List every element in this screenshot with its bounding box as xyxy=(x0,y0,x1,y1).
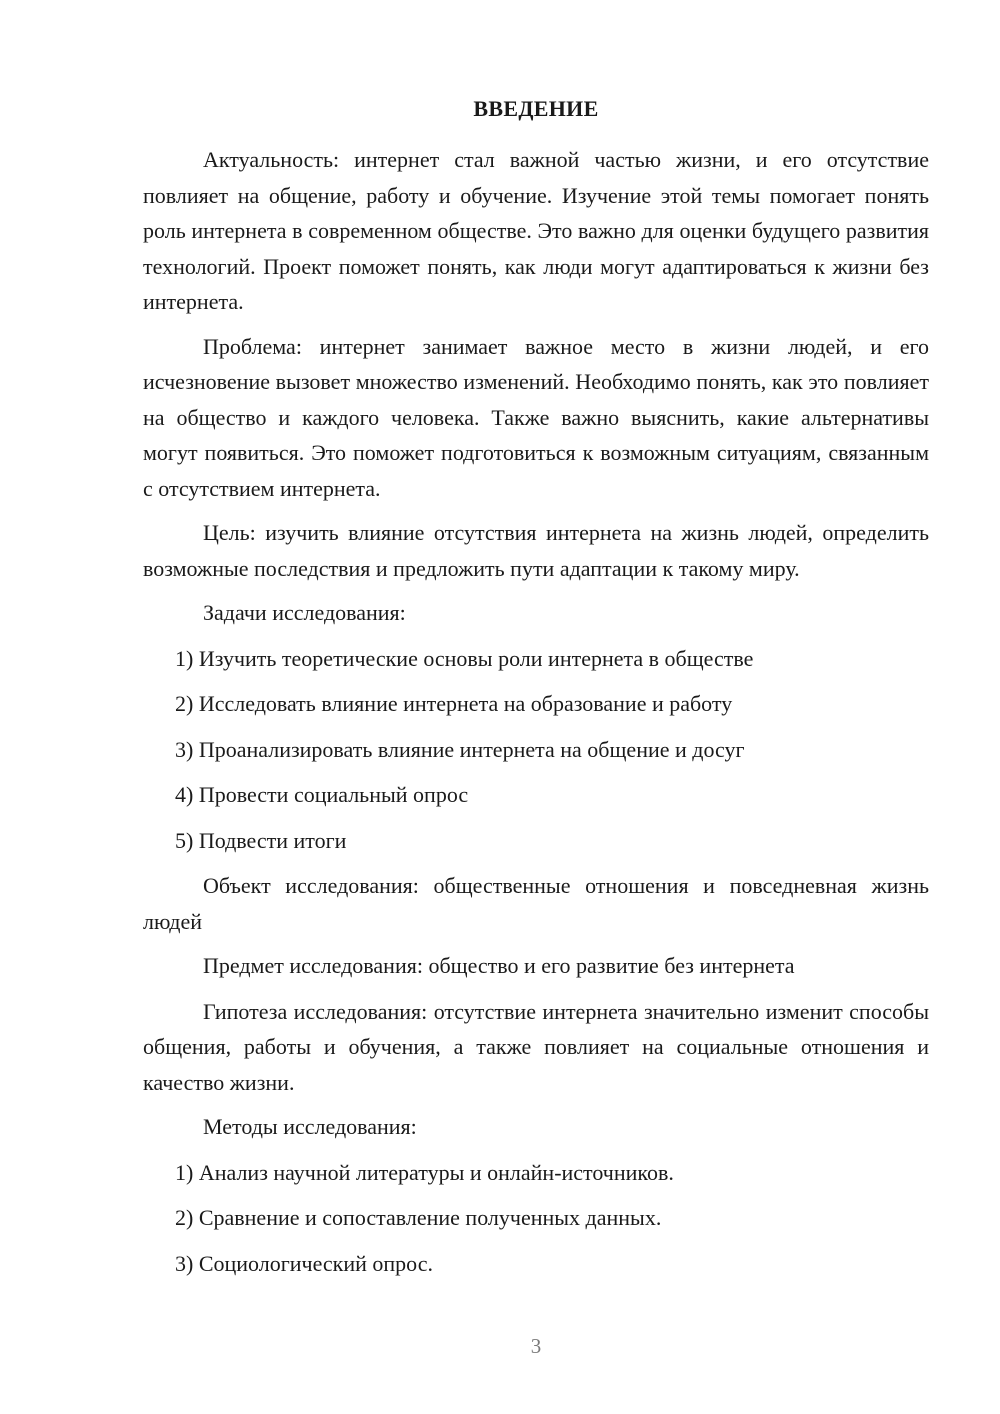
goal-paragraph: Цель: изучить влияние отсутствия интернета на жизнь людей, определить возможные последствия и предложить пути адаптации к такому миру. xyxy=(143,520,929,581)
relevance-paragraph: Актуальность: интернет стал важной частью жизни, и его отсутствие повлияет на общение, работу и обучение. Изучение этой темы помогает понять роль интернета в современном обществе. Это важно для оценки будущего развития технологий. Проект поможет понять, как люди могут адаптироваться к жизни без интернета. xyxy=(143,147,929,314)
page-number: 3 xyxy=(530,1334,542,1358)
task-item-1: 1) Изучить теоретические основы роли интернета в обществе xyxy=(175,645,754,671)
tasks-heading: Задачи исследования: xyxy=(203,600,406,625)
task-item-4: 4) Провести социальный опрос xyxy=(175,782,469,807)
subject-paragraph: Предмет исследования: общество и его развитие без интернета xyxy=(203,953,795,978)
task-item-3: 3) Проанализировать влияние интернета на общение и досуг xyxy=(175,736,745,762)
object-paragraph: Объект исследования: общественные отношения и повседневная жизнь людей xyxy=(143,873,929,934)
section-title: ВВЕДЕНИЕ xyxy=(473,96,599,121)
method-item-3: 3) Социологический опрос. xyxy=(175,1250,433,1276)
method-item-1: 1) Анализ научной литературы и онлайн-источников. xyxy=(175,1159,674,1185)
method-item-2: 2) Сравнение и сопоставление полученных данных. xyxy=(175,1205,662,1230)
methods-heading: Методы исследования: xyxy=(203,1114,417,1139)
problem-paragraph: Проблема: интернет занимает важное место в жизни людей, и его исчезновение вызовет множество изменений. Необходимо понять, как это повлияет на общество и каждого человека. Также важно выяснить, какие альтернативы могут появиться. Это поможет подготовиться к возможным ситуациям, связанным с отсутствием интернета. xyxy=(143,333,929,501)
task-item-5: 5) Подвести итоги xyxy=(175,827,347,853)
hypothesis-paragraph: Гипотеза исследования: отсутствие интернета значительно изменит способы общения, работы и обучения, а также повлияет на социальные отношения и качество жизни. xyxy=(143,998,929,1095)
task-item-2: 2) Исследовать влияние интернета на образование и работу xyxy=(175,691,733,716)
page-content xyxy=(143,142,929,1291)
